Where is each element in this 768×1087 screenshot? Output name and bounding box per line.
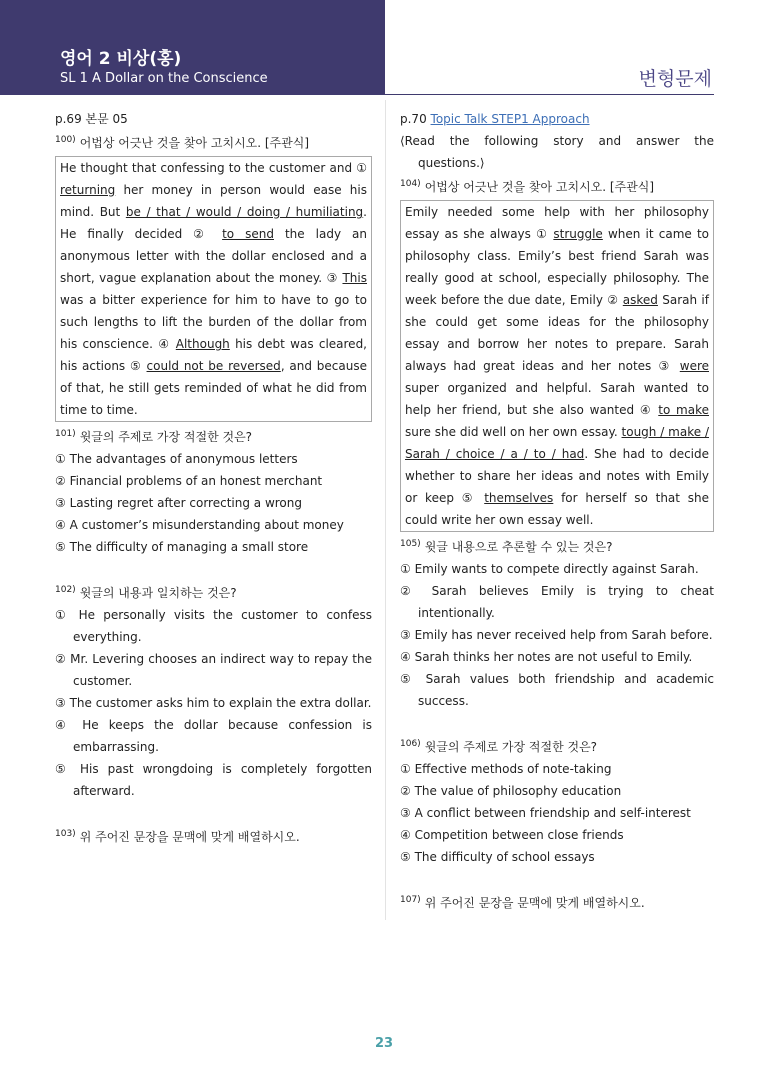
question-number: 103) xyxy=(55,829,76,839)
question-prompt: 윗글 내용으로 추론할 수 있는 것은? xyxy=(424,540,613,554)
passage-text: sure she did well on her own essay. xyxy=(405,425,622,439)
question-number: 101) xyxy=(55,429,76,439)
question-number: 104) xyxy=(400,179,421,189)
underlined-text: to make xyxy=(658,403,709,417)
header-divider xyxy=(385,94,714,95)
answer-option[interactable]: ⑤ The difficulty of managing a small store xyxy=(55,540,309,554)
underlined-text: were xyxy=(679,359,709,373)
page-ref xyxy=(400,108,714,130)
answer-option[interactable]: ③ Emily has never received help from Sarah before. xyxy=(400,628,713,642)
passage-text: . He finally decided ② xyxy=(60,205,367,241)
question-prompt: 윗글의 내용과 일치하는 것은? xyxy=(79,586,237,600)
underlined-text: This xyxy=(342,271,367,285)
question-number: 102) xyxy=(55,585,76,595)
topic-link[interactable]: Topic Talk STEP1 Approach xyxy=(430,112,590,126)
answer-option[interactable]: ④ Sarah thinks her notes are not useful to Emily. xyxy=(400,650,693,664)
answer-option[interactable]: ④ He keeps the dollar because confession is embarrassing. xyxy=(55,718,372,754)
underlined-text: returning xyxy=(60,183,116,197)
question-103 xyxy=(55,826,372,848)
answer-option[interactable]: ② Financial problems of an honest merchant xyxy=(55,474,323,488)
question-102 xyxy=(55,582,372,604)
question-106 xyxy=(400,736,714,758)
answer-option[interactable]: ⑤ His past wrongdoing is completely forgotten afterward. xyxy=(55,762,372,798)
underlined-text: struggle xyxy=(553,227,603,241)
underlined-text: be / that / would / doing / humiliating xyxy=(125,205,364,219)
underlined-text: themselves xyxy=(484,491,554,505)
spacer xyxy=(55,558,372,580)
passage-text: when it came to philosophy class. Emily’s best friend Sarah was really good at school, especially philosophy. The week before the due date, Emily ② xyxy=(405,227,710,307)
page-ref-label: p.70 xyxy=(400,112,427,126)
lesson-title: SL 1 A Dollar on the Conscience xyxy=(60,71,268,86)
passage-text: her money in person would ease his mind. But xyxy=(60,183,367,219)
spacer xyxy=(400,712,714,734)
underlined-text: tough / make / Sarah / choice / a / to / had xyxy=(405,425,709,461)
question-prompt: 어법상 어긋난 것을 찾아 고치시오. [주관식] xyxy=(79,136,310,150)
question-number: 107) xyxy=(400,895,421,905)
spacer xyxy=(400,868,714,890)
question-107 xyxy=(400,892,714,914)
question-number: 105) xyxy=(400,539,421,549)
answer-option[interactable]: ② Sarah believes Emily is trying to cheat intentionally. xyxy=(400,584,714,620)
passage-text: Emily needed some help with her philosophy essay as she always ① xyxy=(405,205,709,241)
question-prompt: 윗글의 주제로 가장 적절한 것은? xyxy=(424,740,598,754)
passage-text: Sarah if she could get some ideas for the philosophy essay and borrow her notes to prepare. Sarah always had great ideas and her notes ③ xyxy=(405,293,709,373)
answer-option[interactable]: ② Mr. Levering chooses an indirect way to repay the customer. xyxy=(55,652,372,688)
question-number: 106) xyxy=(400,739,421,749)
answer-option[interactable]: ① He personally visits the customer to confess everything. xyxy=(55,608,372,644)
question-number: 100) xyxy=(55,135,76,145)
spacer xyxy=(55,802,372,824)
right-column xyxy=(400,108,714,914)
page-number: 23 xyxy=(374,1036,394,1051)
answer-option[interactable]: ④ A customer’s misunderstanding about money xyxy=(55,518,344,532)
underlined-text: asked xyxy=(622,293,658,307)
section-label: 변형문제 xyxy=(638,68,712,90)
passage-text: super organized and helpful. Sarah wanted to help her friend, but she also wanted ④ xyxy=(405,381,709,417)
passage-box xyxy=(55,156,372,422)
question-prompt: 어법상 어긋난 것을 찾아 고치시오. [주관식] xyxy=(424,180,655,194)
question-prompt: 위 주어진 문장을 문맥에 맞게 배열하시오. xyxy=(424,896,645,910)
question-prompt: 위 주어진 문장을 문맥에 맞게 배열하시오. xyxy=(79,830,300,844)
passage-text: his debt was cleared, his actions ⑤ xyxy=(60,337,367,373)
answer-option[interactable]: ⑤ The difficulty of school essays xyxy=(400,850,595,864)
answer-option[interactable]: ⑤ Sarah values both friendship and academic success. xyxy=(400,672,714,708)
answer-option[interactable]: ① Effective methods of note-taking xyxy=(400,762,612,776)
passage-text: . She had to decide whether to share her ideas and notes with Emily or keep ⑤ xyxy=(405,447,710,505)
passage-text: for herself so that she could write her own essay well. xyxy=(405,491,709,527)
underlined-text: to send xyxy=(222,227,274,241)
answer-option[interactable]: ② The value of philosophy education xyxy=(400,784,622,798)
underlined-text: could not be reversed xyxy=(146,359,281,373)
answer-option[interactable]: ③ A conflict between friendship and self-interest xyxy=(400,806,691,820)
passage-text: the lady an anonymous letter with the dollar enclosed and a short, vague explanation about the money. ③ xyxy=(60,227,367,285)
answer-option[interactable]: ① The advantages of anonymous letters xyxy=(55,452,298,466)
answer-option[interactable]: ④ Competition between close friends xyxy=(400,828,624,842)
page-ref: p.69 본문 05 xyxy=(55,112,128,126)
passage-text: , and because of that, he still gets reminded of what he did from time to time. xyxy=(60,359,367,417)
left-column xyxy=(55,108,372,848)
answer-option[interactable]: ③ The customer asks him to explain the extra dollar. xyxy=(55,696,372,710)
passage-text: He thought that confessing to the customer and ① xyxy=(60,161,367,175)
column-divider xyxy=(385,100,386,920)
passage-box xyxy=(400,200,714,532)
question-101 xyxy=(55,426,372,448)
passage-text: was a bitter experience for him to have to go to such lengths to lift the burden of the dollar from his conscience. ④ xyxy=(60,293,367,351)
instruction: ⟨Read the following story and answer the questions.⟩ xyxy=(400,134,714,170)
answer-option[interactable]: ① Emily wants to compete directly against Sarah. xyxy=(400,562,699,576)
question-100 xyxy=(55,132,372,154)
underlined-text: Although xyxy=(175,337,230,351)
question-104 xyxy=(400,176,714,198)
book-title: 영어 2 비상(홍) xyxy=(60,49,182,69)
question-prompt: 윗글의 주제로 가장 적절한 것은? xyxy=(79,430,253,444)
answer-option[interactable]: ③ Lasting regret after correcting a wrong xyxy=(55,496,302,510)
question-105 xyxy=(400,536,714,558)
